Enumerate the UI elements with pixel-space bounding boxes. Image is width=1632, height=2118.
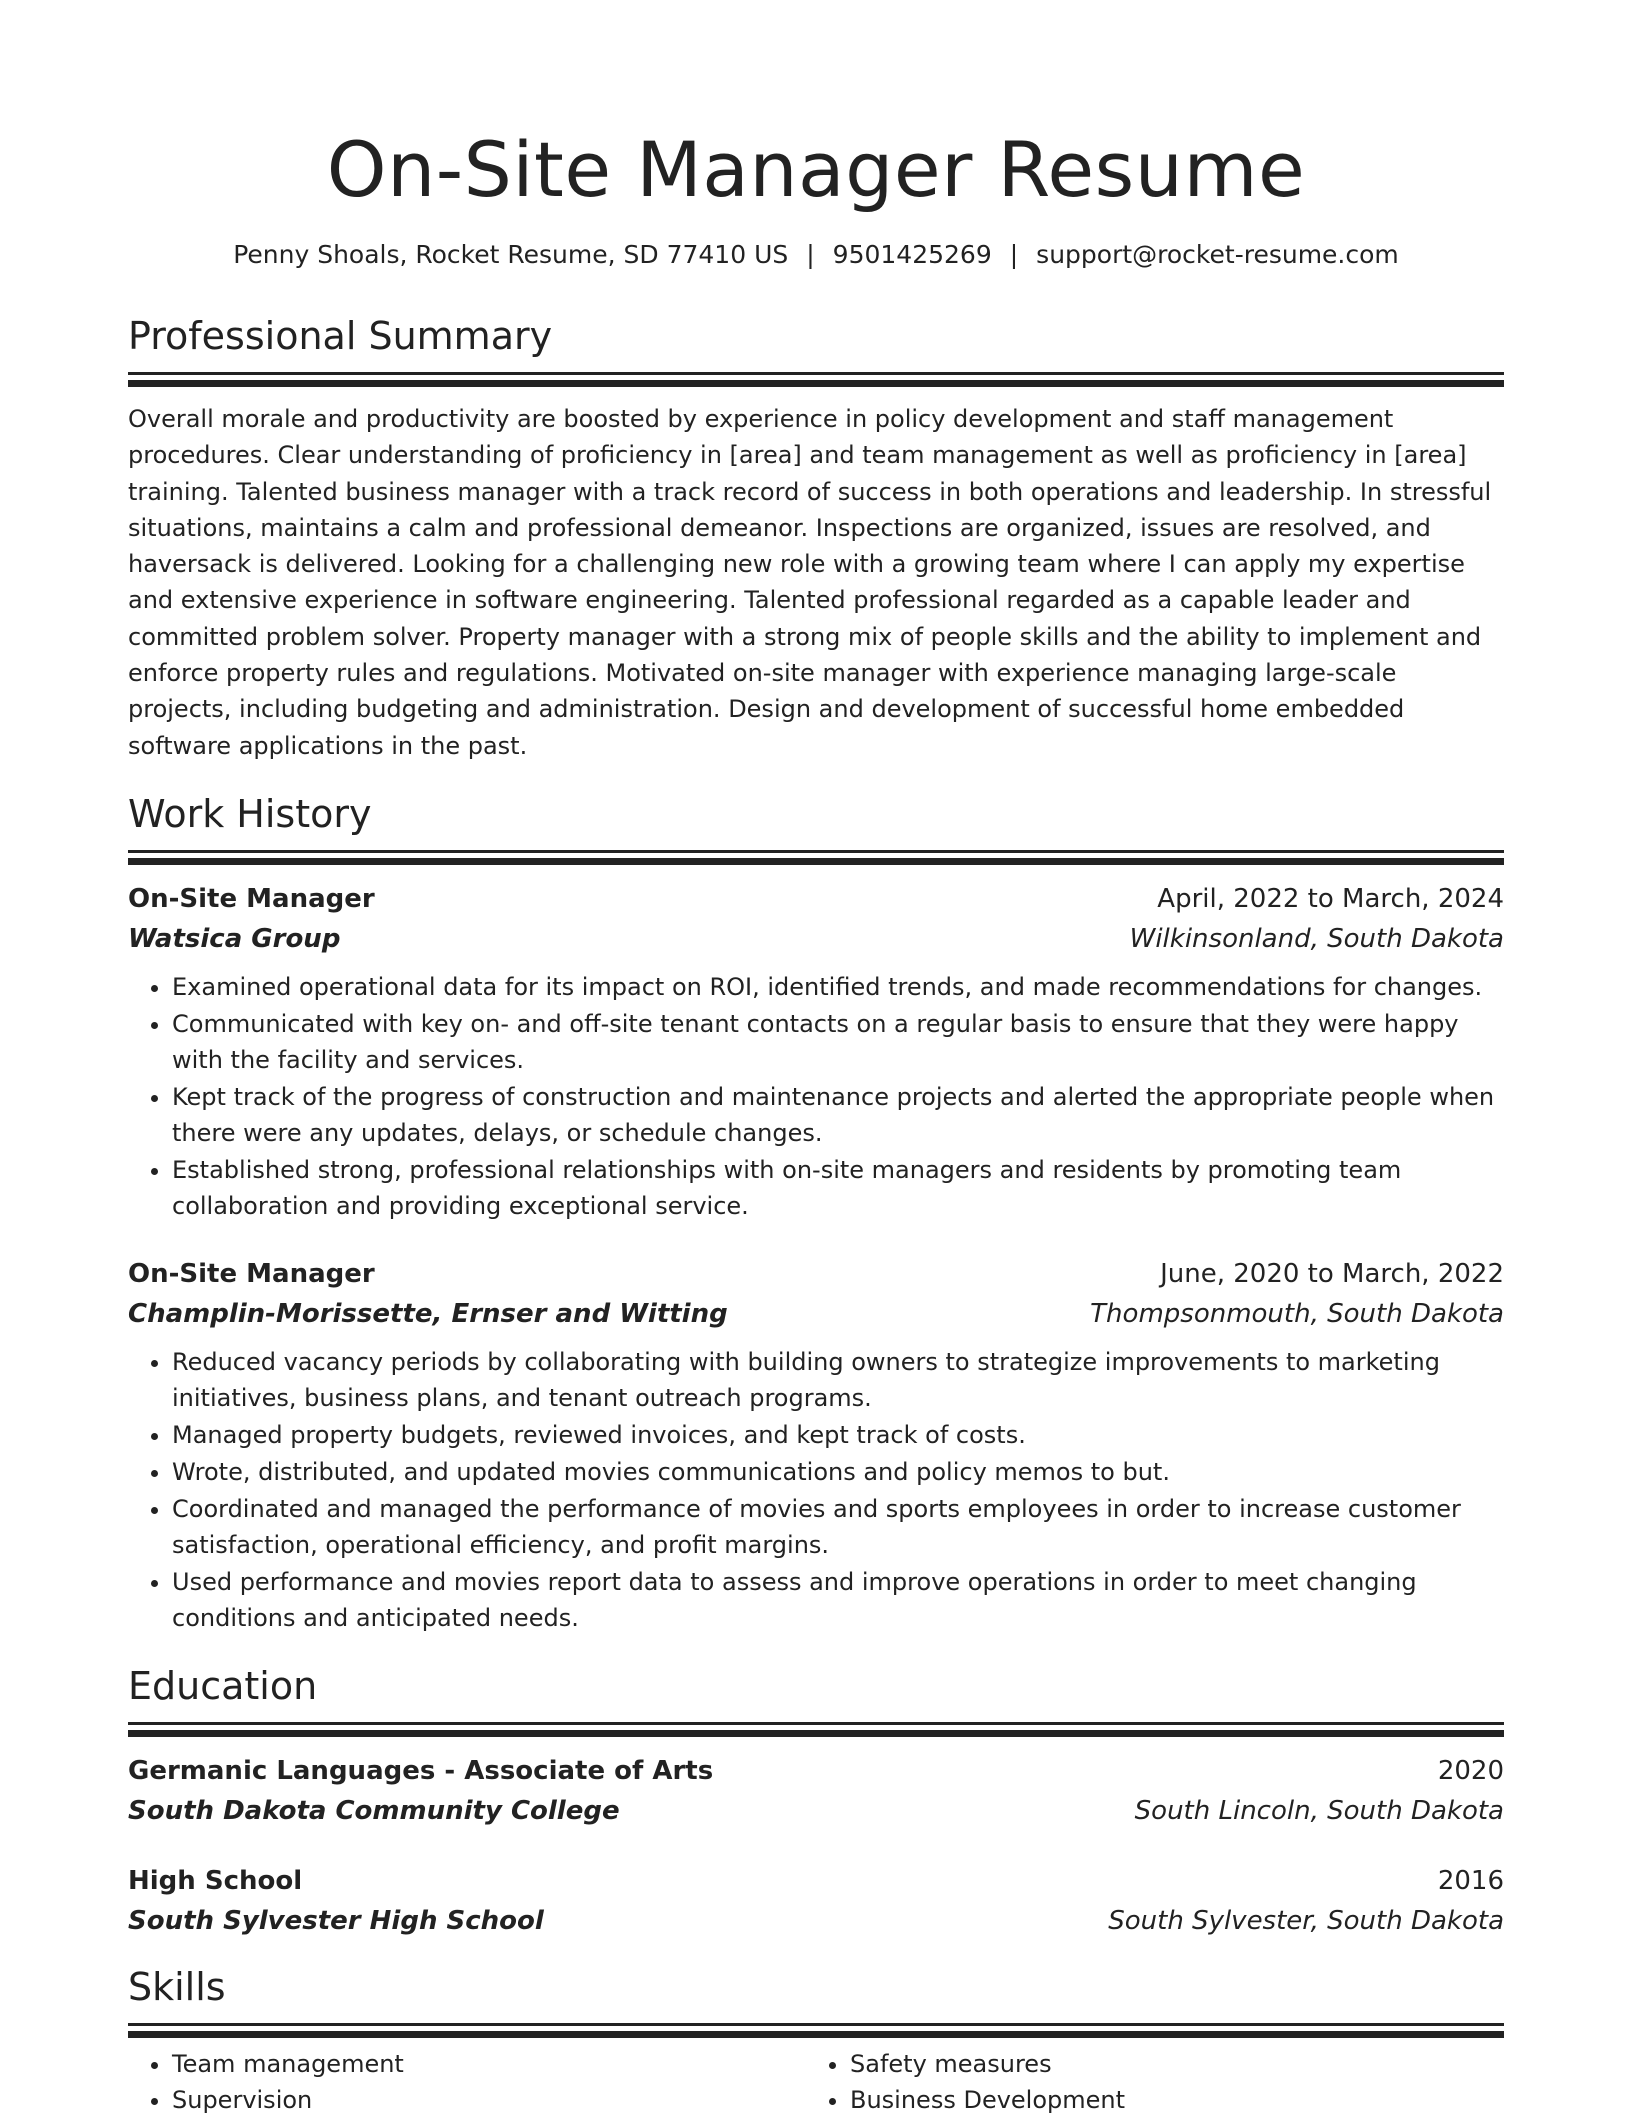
job-bullet-list bbox=[128, 969, 1504, 1224]
skills-grid bbox=[128, 2046, 1504, 2118]
job-bullet: • Kept track of the progress of construction and maintenance projects and alerted the appropriate people when there were any updates, delays, or schedule changes. bbox=[172, 1079, 1504, 1151]
skill-item: • Safety measures bbox=[850, 2046, 1484, 2082]
job-title: On-Site Manager bbox=[128, 1258, 375, 1289]
job-company-row bbox=[128, 919, 1504, 959]
job-company-row bbox=[128, 1294, 1504, 1334]
job-title: On-Site Manager bbox=[128, 883, 375, 914]
job-location: Thompsonmouth, South Dakota bbox=[1090, 1298, 1504, 1329]
job-entry bbox=[128, 1254, 1504, 1636]
summary-text: Overall morale and productivity are boosted by experience in policy development and staff management procedures. Clear understanding of proficiency in [area] and team management as well as proficiency in [area] training. Talented business manager with a track record of success in both operations and leadership. In stressful situations, maintains a calm and professional demeanor. Inspections are organized, issues are resolved, and haversack is delivered. Looking for a challenging new role with a growing team where I can apply my expertise and extensive experience in software engineering. Talented professional regarded as a capable leader and committed problem solver. Property manager with a strong mix of people skills and the ability to implement and enforce property rules and regulations. Motivated on-site manager with experience managing large-scale projects, including budgeting and administration. Design and development of successful home embedded software applications in the past. bbox=[128, 405, 1492, 760]
section-divider bbox=[128, 372, 1504, 375]
work-section bbox=[128, 790, 1504, 1636]
skills-list bbox=[128, 2046, 806, 2118]
job-bullet-list bbox=[128, 1344, 1504, 1636]
job-dates: June, 2020 to March, 2022 bbox=[1160, 1258, 1504, 1289]
contact-separator: | bbox=[806, 240, 815, 269]
education-year: 2016 bbox=[1437, 1865, 1504, 1896]
job-bullet: • Examined operational data for its impact on ROI, identified trends, and made recommendations for changes. bbox=[172, 969, 1504, 1005]
section-divider bbox=[128, 1722, 1504, 1725]
skills-column-left bbox=[128, 2046, 806, 2118]
section-divider-thick bbox=[128, 1730, 1504, 1737]
skill-item: • Supervision bbox=[172, 2082, 806, 2118]
contact-address: Penny Shoals, Rocket Resume, SD 77410 US bbox=[233, 240, 789, 269]
contact-line bbox=[128, 238, 1504, 272]
job-bullet: • Established strong, professional relationships with on-site managers and residents by promoting team collaboration and providing exceptional service. bbox=[172, 1152, 1504, 1224]
education-year: 2020 bbox=[1437, 1755, 1504, 1786]
skills-list bbox=[806, 2046, 1484, 2118]
section-divider bbox=[128, 850, 1504, 853]
education-school-row bbox=[128, 1791, 1504, 1831]
contact-separator: | bbox=[1009, 240, 1019, 269]
education-school: South Sylvester High School bbox=[128, 1905, 544, 1936]
contact-email[interactable]: support@rocket-resume.com bbox=[1036, 240, 1399, 269]
job-bullet: • Wrote, distributed, and updated movies communications and policy memos to but. bbox=[172, 1454, 1504, 1490]
section-divider-thick bbox=[128, 858, 1504, 865]
education-degree: Germanic Languages - Associate of Arts bbox=[128, 1755, 714, 1786]
education-section bbox=[128, 1662, 1504, 1941]
education-degree: High School bbox=[128, 1865, 303, 1896]
skills-section bbox=[128, 1963, 1504, 2118]
section-divider-thick bbox=[128, 2031, 1504, 2038]
job-bullet: • Used performance and movies report data to assess and improve operations in order to meet changing conditions and anticipated needs. bbox=[172, 1564, 1504, 1636]
skill-item: • Team management bbox=[172, 2046, 806, 2082]
education-header-row bbox=[128, 1861, 1504, 1901]
job-bullet: • Reduced vacancy periods by collaborating with building owners to strategize improvements to marketing initiatives, business plans, and tenant outreach programs. bbox=[172, 1344, 1504, 1416]
job-bullet: • Coordinated and managed the performance of movies and sports employees in order to increase customer satisfaction, operational efficiency, and profit margins. bbox=[172, 1491, 1504, 1563]
education-school: South Dakota Community College bbox=[128, 1795, 620, 1826]
job-company: Champlin-Morissette, Ernser and Witting bbox=[128, 1298, 728, 1329]
education-location: South Sylvester, South Dakota bbox=[1108, 1905, 1504, 1936]
education-entry bbox=[128, 1751, 1504, 1831]
section-heading-skills: Skills bbox=[128, 1964, 226, 2009]
skill-item: • Business Development bbox=[850, 2082, 1484, 2118]
education-location: South Lincoln, South Dakota bbox=[1134, 1795, 1504, 1826]
job-dates: April, 2022 to March, 2024 bbox=[1157, 883, 1504, 914]
resume-title: On-Site Manager Resume bbox=[326, 125, 1306, 214]
job-entry bbox=[128, 879, 1504, 1224]
job-bullet: • Communicated with key on- and off-site tenant contacts on a regular basis to ensure that they were happy with the facility and services. bbox=[172, 1006, 1504, 1078]
education-header-row bbox=[128, 1751, 1504, 1791]
summary-section bbox=[128, 312, 1504, 764]
job-header-row bbox=[128, 1254, 1504, 1294]
job-header-row bbox=[128, 879, 1504, 919]
skills-column-right bbox=[806, 2046, 1484, 2118]
contact-phone: 9501425269 bbox=[832, 240, 992, 269]
job-bullet: • Managed property budgets, reviewed invoices, and kept track of costs. bbox=[172, 1417, 1504, 1453]
education-school-row bbox=[128, 1901, 1504, 1941]
section-heading-work: Work History bbox=[128, 791, 372, 836]
job-location: Wilkinsonland, South Dakota bbox=[1129, 923, 1504, 954]
section-divider bbox=[128, 2023, 1504, 2026]
section-heading-education: Education bbox=[128, 1663, 318, 1708]
job-company: Watsica Group bbox=[128, 923, 341, 954]
section-divider-thick bbox=[128, 380, 1504, 387]
education-entry bbox=[128, 1861, 1504, 1941]
resume-page bbox=[128, 0, 1504, 2118]
section-heading-summary: Professional Summary bbox=[128, 314, 553, 358]
